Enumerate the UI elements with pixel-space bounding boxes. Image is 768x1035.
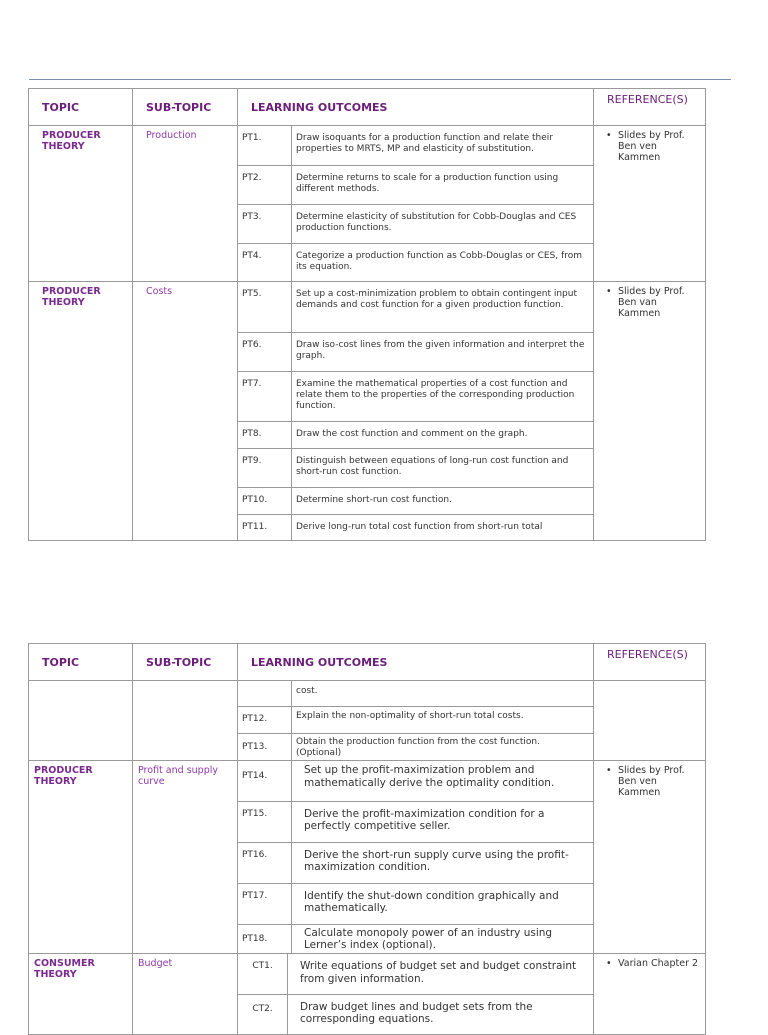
reference-item: • Slides by Prof. Ben van Kammen xyxy=(618,286,699,319)
outcome-code: PT10. xyxy=(238,487,292,514)
outcome-text: Derive long-run total cost function from short-run total xyxy=(296,521,543,532)
outcomes-cell xyxy=(238,681,594,761)
table-row xyxy=(29,282,706,541)
outcomes-list xyxy=(238,126,593,281)
outcome-text: Determine elasticity of substitution for Cobb-Douglas and CES production functions. xyxy=(292,204,594,243)
outcome-text: Determine returns to scale for a production function using different methods. xyxy=(292,165,594,204)
outcome-row xyxy=(238,954,593,994)
outcome-code xyxy=(238,681,292,706)
outcome-row xyxy=(238,681,593,706)
references-header: REFERENCE(S) xyxy=(594,644,706,681)
reference-cell xyxy=(594,761,706,954)
outcome-code: PT18. xyxy=(238,924,292,953)
outcome-code: PT14. xyxy=(238,761,292,801)
outcome-code: PT7. xyxy=(238,371,292,421)
reference-item: • Varian Chapter 2 xyxy=(618,958,699,969)
outcomes-cell xyxy=(238,954,594,1035)
outcome-row xyxy=(238,733,593,760)
topic-header: TOPIC xyxy=(29,644,133,681)
outcomes-list xyxy=(238,681,593,760)
outcome-text: cost. xyxy=(292,681,594,706)
outcome-code: PT4. xyxy=(238,243,292,281)
subtopic-cell: Profit and supply curve xyxy=(133,761,238,954)
outcome-text: Explain the non-optimality of short-run total costs. xyxy=(292,706,594,733)
reference-cell xyxy=(594,282,706,541)
outcome-row xyxy=(238,842,593,883)
outcome-code: PT13. xyxy=(238,733,292,760)
outcome-row xyxy=(238,332,593,371)
subtopic-cell xyxy=(133,681,238,761)
outcome-code: CT2. xyxy=(238,994,288,1034)
outcome-row xyxy=(238,761,593,801)
outcomes-header: LEARNING OUTCOMES xyxy=(238,89,594,126)
table-row xyxy=(29,954,706,1035)
table-row xyxy=(29,126,706,282)
outcome-text: Set up a cost-minimization problem to obtain contingent input demands and cost function for a given production function. xyxy=(292,282,594,332)
outcome-text: Examine the mathematical properties of a cost function and relate them to the properties of the corresponding production function. xyxy=(292,371,594,421)
outcome-text: Derive the short-run supply curve using the profit-maximization condition. xyxy=(292,842,594,883)
outcome-row xyxy=(238,994,593,1034)
outcome-text: Draw budget lines and budget sets from the corresponding equations. xyxy=(300,1000,533,1025)
outcomes-cell xyxy=(238,761,594,954)
outcome-code: PT12. xyxy=(238,706,292,733)
outcome-row xyxy=(238,165,593,204)
outcome-text: Obtain the production function from the cost function. (Optional) xyxy=(296,736,540,758)
learning-outcomes-table-1 xyxy=(28,88,706,541)
reference-item: • Slides by Prof. Ben ven Kammen xyxy=(618,765,699,798)
outcome-code: PT1. xyxy=(238,126,292,165)
outcome-text: Draw iso-cost lines from the given information and interpret the graph. xyxy=(292,332,594,371)
table-header-row xyxy=(29,89,706,126)
outcome-row xyxy=(238,126,593,165)
reference-cell xyxy=(594,681,706,761)
topic-cell: PRODUCER THEORY xyxy=(29,126,133,282)
outcome-text: Distinguish between equations of long-run cost function and short-run cost function. xyxy=(292,448,594,487)
subtopic-cell: Budget xyxy=(133,954,238,1035)
outcome-row xyxy=(238,883,593,924)
outcome-text: Categorize a production function as Cobb-Douglas or CES, from its equation. xyxy=(296,250,582,272)
outcome-code: PT17. xyxy=(238,883,292,924)
subtopic-header: SUB-TOPIC xyxy=(133,644,238,681)
outcome-row xyxy=(238,421,593,448)
outcome-row xyxy=(238,371,593,421)
outcome-row xyxy=(238,448,593,487)
outcome-code: CT1. xyxy=(238,954,288,994)
outcome-row xyxy=(238,514,593,540)
outcome-row xyxy=(238,204,593,243)
outcome-row xyxy=(238,801,593,842)
outcome-text: Set up the profit-maximization problem and mathematically derive the optimality condition. xyxy=(292,761,594,801)
outcome-code: PT11. xyxy=(238,514,292,540)
outcome-text: Write equations of budget set and budget constraint from given information. xyxy=(288,954,594,994)
learning-outcomes-table-2 xyxy=(28,643,706,1035)
table-row xyxy=(29,681,706,761)
outcome-code: PT3. xyxy=(238,204,292,243)
outcome-row xyxy=(238,487,593,514)
subtopic-cell: Production xyxy=(133,126,238,282)
outcome-code: PT2. xyxy=(238,165,292,204)
references-header: REFERENCE(S) xyxy=(594,89,706,126)
outcome-text: Determine short-run cost function. xyxy=(292,487,594,514)
outcome-text: Draw isoquants for a production function and relate their properties to MRTS, MP and elasticity of substitution. xyxy=(292,126,594,165)
outcomes-list xyxy=(238,761,593,953)
outcomes-cell xyxy=(238,282,594,541)
topic-cell xyxy=(29,681,133,761)
topic-cell: PRODUCER THEORY xyxy=(29,282,133,541)
reference-item: • Slides by Prof. Ben ven Kammen xyxy=(618,130,699,163)
outcomes-list xyxy=(238,282,593,540)
outcome-row xyxy=(238,706,593,733)
table-header-row xyxy=(29,644,706,681)
outcome-row xyxy=(238,243,593,281)
topic-cell: CONSUMER THEORY xyxy=(29,954,133,1035)
header-divider xyxy=(29,79,731,80)
outcome-code: PT8. xyxy=(238,421,292,448)
outcome-row xyxy=(238,924,593,953)
topic-cell: PRODUCER THEORY xyxy=(29,761,133,954)
topic-header: TOPIC xyxy=(29,89,133,126)
outcome-code: PT9. xyxy=(238,448,292,487)
reference-cell xyxy=(594,954,706,1035)
subtopic-cell: Costs xyxy=(133,282,238,541)
table-row xyxy=(29,761,706,954)
outcome-text: Identify the shut-down condition graphically and mathematically. xyxy=(292,883,594,924)
outcome-code: PT16. xyxy=(238,842,292,883)
outcome-text: Derive the profit-maximization condition for a perfectly competitive seller. xyxy=(292,801,594,842)
outcomes-cell xyxy=(238,126,594,282)
outcome-text: Draw the cost function and comment on the graph. xyxy=(292,421,594,448)
outcome-text: Calculate monopoly power of an industry using Lerner’s index (optional). xyxy=(304,926,553,951)
subtopic-header: SUB-TOPIC xyxy=(133,89,238,126)
outcomes-header: LEARNING OUTCOMES xyxy=(238,644,594,681)
outcome-code: PT5. xyxy=(238,282,292,332)
outcome-row xyxy=(238,282,593,332)
outcomes-list xyxy=(238,954,593,1034)
outcome-code: PT15. xyxy=(238,801,292,842)
outcome-code: PT6. xyxy=(238,332,292,371)
reference-cell xyxy=(594,126,706,282)
